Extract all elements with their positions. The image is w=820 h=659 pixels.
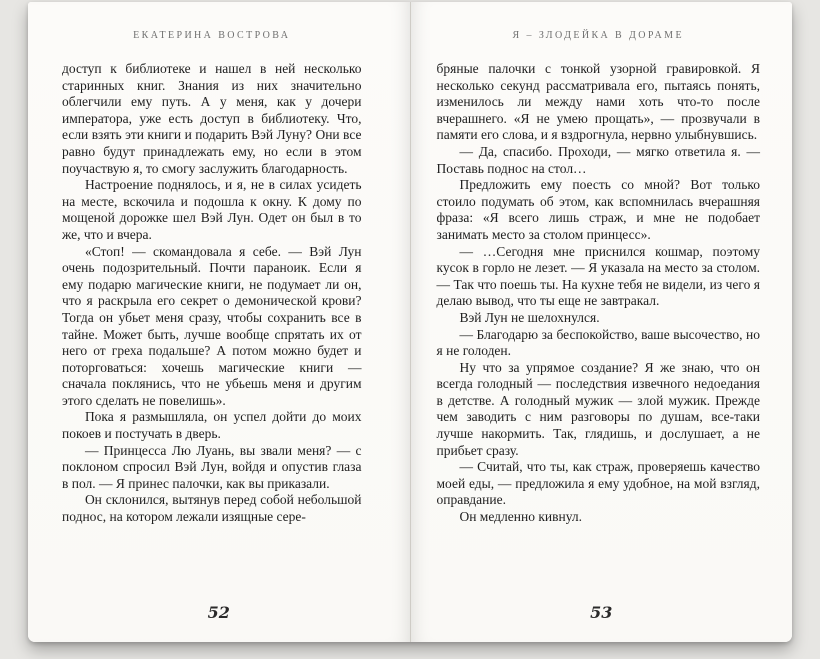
paragraph: — Считай, что ты, как страж, проверяешь качество моей еды, — предложила я ему удобное, на мой взгляд, оправдание.	[436, 459, 760, 508]
paragraph: Настроение поднялось, и я, не в силах усидеть на месте, вскочила и подошла к окну. К дому по мощеной дорожке шел Вэй Лун. Одет он был в то же, что и вчера.	[62, 177, 362, 242]
paragraph: доступ к библиотеке и нашел в ней несколько старинных книг. Знания из них значительно облегчили ему путь. А у меня, как у дочери императора, уже есть доступ в библиотеку. Что, если взять эти книги и подарить Вэй Луну? Они все равно будут принадлежать ему, но если в этом поучаствую я, то смогу заслужить благодарность.	[62, 61, 362, 176]
paragraph: — Принцесса Лю Луань, вы звали меня? — с поклоном спросил Вэй Лун, войдя и опустив глаза в пол. — Я принес палочки, как вы приказали.	[62, 442, 362, 491]
book-spread	[28, 2, 792, 642]
paragraph: бряные палочки с тонкой узорной гравировкой. Я несколько секунд рассматривала его, пытаясь понять, изменилось ли между нами хоть что-то после вчерашнего. «Я не умею прощать», — прозвучали в памяти его слова, и я вздрогнула, нервно улыбнувшись.	[436, 61, 760, 143]
paragraph: Предложить ему поесть со мной? Вот только стоило подумать об этом, как вспомнилась вчерашняя фраза: «Я всего лишь страж, и мне не подобает занимать место за столом принцесс».	[436, 177, 760, 242]
right-page[interactable]	[411, 2, 792, 642]
left-running-head: ЕКАТЕРИНА ВОСТРОВА	[133, 30, 291, 41]
paragraph: «Стоп! — скомандовала я себе. — Вэй Лун очень подозрительный. Почти параноик. Если я ему подарю магические книги, не подумает ли он, что я раскрыла его секрет о демонической крови? Тогда он убьет меня сразу, чтобы сохранить все в тайне. Может быть, лучше вообще спрятать их от него от греха подальше? А потом можно будет и поторговаться: хочешь магические книги — сначала поклянись, что не убьешь меня и другим этого сделать не повелишь».	[62, 243, 362, 408]
paragraph: Ну что за упрямое создание? Я же знаю, что он всегда голодный — последствия извечного недоедания в детстве. А голодный мужик — злой мужик. Прежде чем заводить с ним разговоры по душам, все-таки лучше накормить. Так, глядишь, и дослушает, а не прибьет сразу.	[436, 359, 760, 458]
right-page-text	[437, 61, 760, 526]
paragraph: Вэй Лун не шелохнулся.	[459, 309, 600, 325]
left-page[interactable]	[28, 2, 410, 642]
left-page-number: 52	[207, 603, 230, 622]
paragraph: — Да, спасибо. Проходи, — мягко ответила я. — Поставь поднос на стол…	[436, 143, 760, 176]
right-page-number: 53	[590, 603, 613, 622]
paragraph: Он медленно кивнул.	[459, 509, 582, 525]
paragraph: — Благодарю за беспокойство, ваше высочество, но я не голоден.	[436, 326, 760, 359]
paragraph: — …Сегодня мне приснился кошмар, поэтому кусок в горло не лезет. — Я указала на место за столом. — Так что поешь ты. На кухне тебя не видели, из чего я делаю вывод, что ты еще не завтракал.	[436, 243, 760, 309]
paragraph: Пока я размышляла, он успел дойти до моих покоев и постучать в дверь.	[62, 409, 362, 442]
left-page-text	[62, 61, 362, 526]
paragraph: Он склонился, вытянув перед собой небольшой поднос, на котором лежали изящные сере-	[62, 492, 362, 525]
right-running-head: Я – ЗЛОДЕЙКА В ДОРАМЕ	[512, 30, 684, 41]
